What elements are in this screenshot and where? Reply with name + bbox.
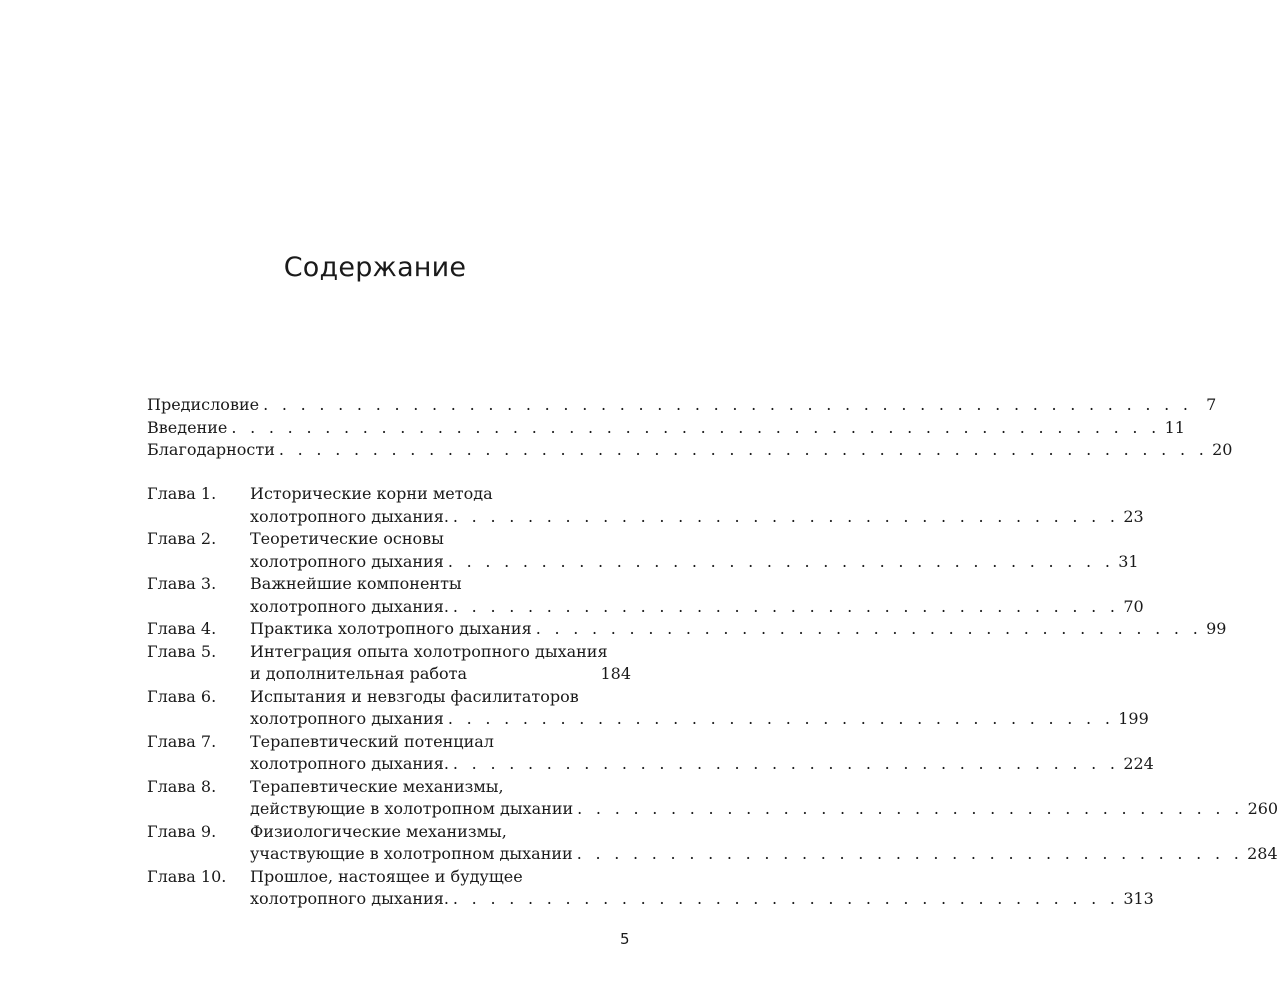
- toc-entry-label: Предисловие: [147, 395, 260, 414]
- page-number: 5: [620, 930, 630, 948]
- chapter-list: [147, 483, 1278, 911]
- dot-leader: . . . . . . . . . . . . . . . . . . . . . . . . . . . . . . . . . . . .: [452, 506, 1120, 526]
- chapter-title-line2: холотропного дыхания.: [250, 506, 449, 526]
- chapter-entry-5[interactable]: [147, 641, 631, 686]
- chapter-number: Глава 7.: [147, 731, 217, 751]
- page-title: Содержание: [283, 252, 467, 283]
- chapter-entry-10[interactable]: [147, 866, 1154, 911]
- chapter-number: Глава 2.: [147, 529, 217, 548]
- chapter-entry-8[interactable]: [147, 776, 1278, 821]
- chapter-number: Глава 1.: [147, 484, 217, 503]
- chapter-entry-6[interactable]: [147, 686, 1149, 731]
- chapter-title-line2: холотропного дыхания: [250, 709, 444, 728]
- chapter-number: Глава 6.: [147, 686, 217, 706]
- dot-leader: . . . . . . . . . . . . . . . . . . . . . . . . . . . . . . . . . . . .: [452, 889, 1120, 908]
- chapter-title-line1: Теоретические основы: [250, 529, 444, 548]
- chapter-page: 70: [1123, 596, 1144, 616]
- chapter-title-line2: действующие в холотропном дыхании: [250, 799, 574, 818]
- chapter-page: 224: [1123, 754, 1154, 773]
- chapter-title: Практика холотропного дыхания: [250, 619, 532, 638]
- dot-leader: . . . . . . . . . . . . . . . . . . . . . . . . . . . . . . . . . . . . . . . . . . . . . . . . . .: [263, 395, 1193, 414]
- chapter-title-line1: Физиологические механизмы,: [250, 821, 507, 841]
- chapter-page: 313: [1123, 889, 1154, 908]
- chapter-entry-2[interactable]: [147, 528, 1139, 573]
- chapter-title-line1: Важнейшие компоненты: [250, 574, 462, 593]
- toc-entry-preface[interactable]: [147, 394, 1217, 417]
- chapter-title-line1: Терапевтические механизмы,: [250, 776, 504, 796]
- front-matter-list: [147, 394, 1233, 462]
- chapter-entry-3[interactable]: [147, 573, 1144, 618]
- toc-entry-acknowledgements[interactable]: [147, 439, 1233, 462]
- chapter-title-line1: Прошлое, настоящее и будущее: [250, 866, 523, 886]
- toc-entry-label: Введение: [147, 417, 228, 437]
- chapter-entry-1[interactable]: [147, 483, 1144, 528]
- toc-entry-page: 7: [1206, 395, 1217, 414]
- chapter-entry-9[interactable]: [147, 821, 1278, 866]
- chapter-title-line2: холотропного дыхания.: [250, 754, 449, 773]
- toc-entry-label: Благодарности: [147, 440, 275, 459]
- dot-leader: . . . . . . . . . . . . . . . . . . . . . . . . . . . . . . . . . . . .: [447, 551, 1115, 571]
- chapter-entry-7[interactable]: [147, 731, 1154, 776]
- chapter-number: Глава 4.: [147, 619, 217, 638]
- chapter-title-line1: Испытания и невзгоды фасилитаторов: [250, 686, 579, 706]
- dot-leader: . . . . . . . . . . . . . . . . . . . . . . . . . . . . . . . . . . . .: [576, 844, 1244, 863]
- dot-leader: . . . . . . . . . . . . . . . . . . . . . . . . . . . . . . . . . . . .: [452, 596, 1120, 616]
- chapter-page: 260: [1247, 799, 1278, 818]
- dot-leader: . . . . . . . . . . . . . . . . . . . . . . . . . . . . . . . . . . . .: [577, 799, 1244, 818]
- chapter-title-line2: и дополнительная работа: [250, 664, 468, 683]
- toc-entry-page: 11: [1164, 417, 1185, 437]
- chapter-page: 31: [1118, 551, 1139, 571]
- chapter-page: 199: [1118, 709, 1149, 728]
- chapter-title-line2: холотропного дыхания.: [250, 596, 449, 616]
- chapter-number: Глава 3.: [147, 574, 217, 593]
- chapter-title-line2: холотропного дыхания.: [250, 889, 449, 908]
- chapter-title-line1: Интеграция опыта холотропного дыхания: [250, 641, 608, 661]
- dot-leader: . . . . . . . . . . . . . . . . . . . . . . . . . . . . . . . . . . . . . . . . . . . . . . . . . .: [278, 440, 1209, 459]
- toc-entry-introduction[interactable]: [147, 417, 1185, 440]
- dot-leader: . . . . . . . . . . . . . . . . . . . . . . . . . . . . . . . . . . . .: [447, 709, 1115, 728]
- chapter-title-line2: участвующие в холотропном дыхании: [250, 844, 573, 863]
- chapter-number: Глава 5.: [147, 641, 217, 661]
- dot-leader: . . . . . . . . . . . . . . . . . . . . . . . . . . . . . . . . . . . . . . . . . . . . . . . . . .: [231, 417, 1161, 437]
- chapter-page: 184: [600, 664, 631, 683]
- dot-leader: . . . . . . . . . . . . . . . . . . . . . . . . . . . . . . . . . . . .: [452, 754, 1120, 773]
- dot-leader: . . . . . . . . . . . . . . . . . . . . . . . . . . . . . . . . . . . .: [535, 619, 1203, 638]
- chapter-page: 99: [1206, 619, 1227, 638]
- chapter-number: Глава 9.: [147, 821, 217, 841]
- toc-entry-page: 20: [1212, 440, 1233, 459]
- chapter-page: 284: [1247, 844, 1278, 863]
- chapter-title-line2: холотропного дыхания: [250, 551, 444, 571]
- chapter-title-line1: Исторические корни метода: [250, 484, 493, 503]
- chapter-number: Глава 8.: [147, 776, 217, 796]
- chapter-title-line1: Терапевтический потенциал: [250, 731, 494, 751]
- chapter-page: 23: [1123, 506, 1144, 526]
- chapter-entry-4[interactable]: [147, 618, 1227, 641]
- chapter-number: Глава 10.: [147, 866, 227, 886]
